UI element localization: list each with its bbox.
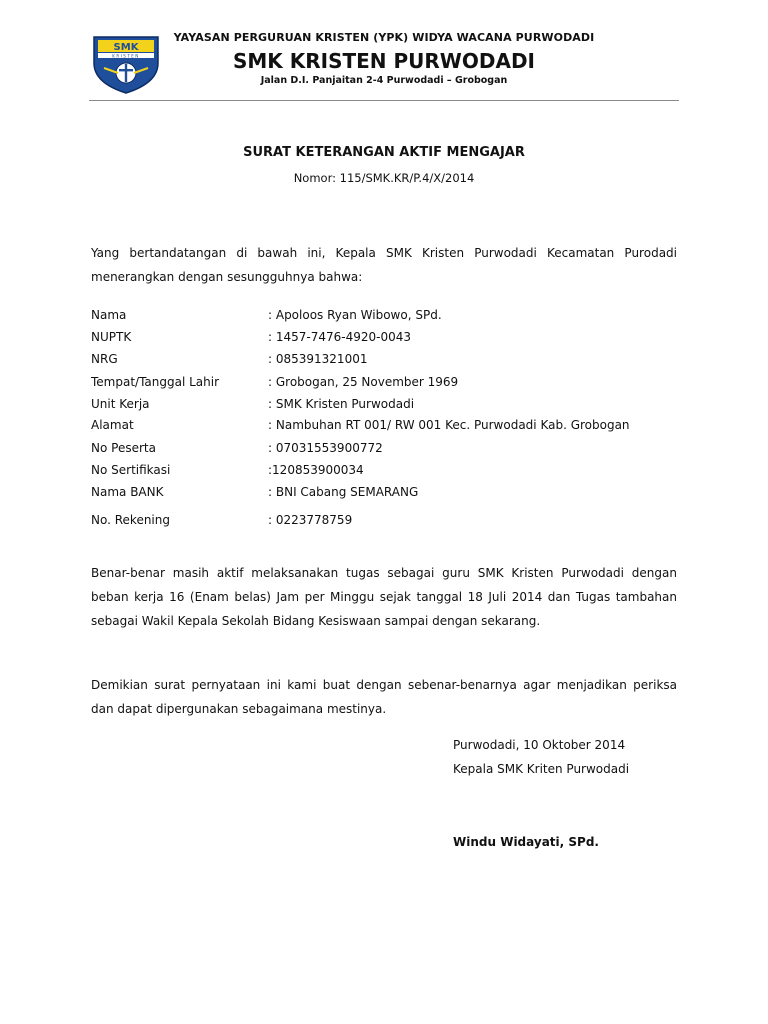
field-value: : Nambuhan RT 001/ RW 001 Kec. Purwodadi Kab. Grobogan xyxy=(268,418,630,432)
school-name: SMK KRISTEN PURWODADI xyxy=(232,49,535,73)
field-value: : 07031553900772 xyxy=(268,441,383,455)
header-divider xyxy=(89,100,679,101)
field-row-nuptk xyxy=(91,330,681,350)
field-row-participant xyxy=(91,441,681,461)
field-value: : 0223778759 xyxy=(268,513,353,527)
field-value: : Grobogan, 25 November 1969 xyxy=(268,375,459,389)
field-label: NUPTK xyxy=(91,330,132,344)
field-label: No Peserta xyxy=(91,441,156,455)
signature-name: Windu Widayati, SPd. xyxy=(453,835,599,849)
field-row-birth xyxy=(91,375,681,395)
intro-paragraph: Yang bertandatangan di bawah ini, Kepala SMK Kristen Purwodadi Kecamatan Purodadi menerangkan dengan sesungguhnya bahwa: xyxy=(91,246,677,284)
field-row-certification xyxy=(91,463,681,483)
foundation-name: YAYASAN PERGURUAN KRISTEN (YPK) WIDYA WACANA PURWODADI xyxy=(173,31,595,44)
field-row-nrg xyxy=(91,352,681,372)
field-label: No Sertifikasi xyxy=(91,463,171,477)
field-label: NRG xyxy=(91,352,118,366)
field-label: Tempat/Tanggal Lahir xyxy=(91,375,220,389)
field-row-account xyxy=(91,513,681,533)
field-value: : SMK Kristen Purwodadi xyxy=(268,397,415,411)
field-value: :120853900034 xyxy=(268,463,364,477)
field-row-unit xyxy=(91,397,681,417)
field-value: : Apoloos Ryan Wibowo, SPd. xyxy=(268,308,442,322)
field-label: Nama BANK xyxy=(91,485,164,499)
field-label: Nama xyxy=(91,308,127,322)
letter-title: SURAT KETERANGAN AKTIF MENGAJAR xyxy=(243,145,525,160)
field-row-nama xyxy=(91,308,681,328)
signature-place-date: Purwodadi, 10 Oktober 2014 xyxy=(453,738,626,752)
letter-number: Nomor: 115/SMK.KR/P.4/X/2014 xyxy=(293,171,475,185)
school-address: Jalan D.I. Panjaitan 2-4 Purwodadi – Grobogan xyxy=(260,75,508,86)
field-row-bank xyxy=(91,485,681,505)
field-value: : 1457-7476-4920-0043 xyxy=(268,330,412,344)
closing-paragraph: Demikian surat pernyataan ini kami buat dengan sebenar-benarnya agar menjadikan periksa dan dapat dipergunakan sebagaimana mestinya. xyxy=(91,678,677,716)
field-value: : BNI Cabang SEMARANG xyxy=(268,485,419,499)
field-value: : 085391321001 xyxy=(268,352,368,366)
field-label: Unit Kerja xyxy=(91,397,150,411)
signature-position: Kepala SMK Kriten Purwodadi xyxy=(453,762,630,776)
field-label: Alamat xyxy=(91,418,134,432)
statement-paragraph: Benar-benar masih aktif melaksanakan tugas sebagai guru SMK Kristen Purwodadi dengan beban kerja 16 (Enam belas) Jam per Minggu sejak tanggal 18 Juli 2014 dan Tugas tambahan sebagai Wakil Kepala Sekolah Bidang Kesiswaan sampai dengan sekarang. xyxy=(91,566,677,628)
field-row-address xyxy=(91,418,681,438)
logo-text-top: SMK xyxy=(113,42,139,53)
logo-text-band: KRISTEN xyxy=(112,53,140,59)
field-label: No. Rekening xyxy=(91,513,170,527)
